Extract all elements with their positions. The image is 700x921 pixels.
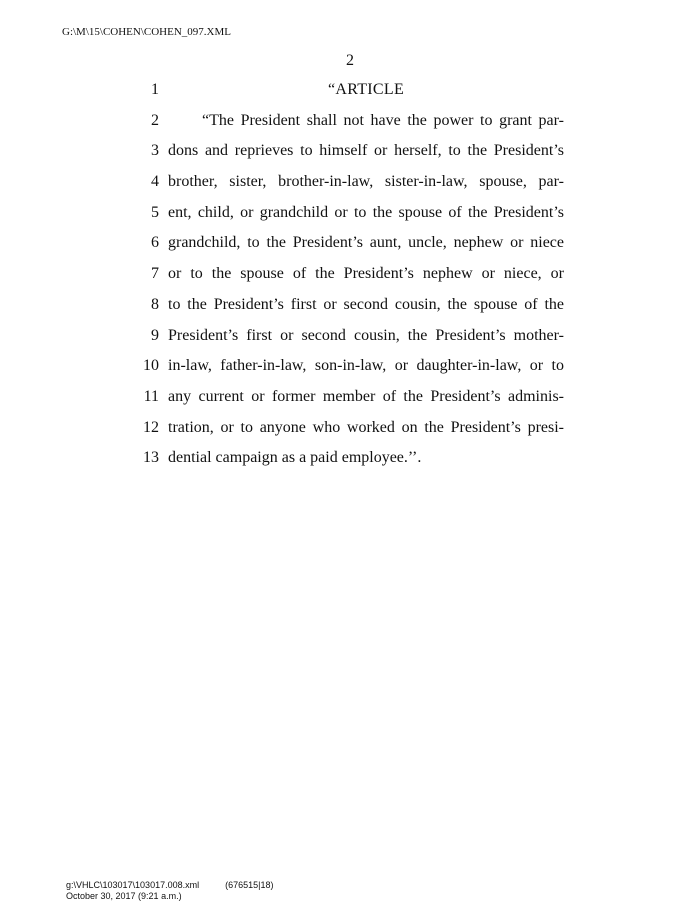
line-text: “The President shall not have the power to grant par- [202,111,564,129]
line-number: 4 [151,173,159,191]
footer-code: (676515|18) [225,880,274,890]
bill-line [0,232,700,263]
line-number: 9 [151,326,159,344]
line-number: 3 [151,142,159,160]
footer-row [66,880,273,891]
bill-line [0,263,700,294]
line-number: 11 [143,387,159,405]
line-text: brother, sister, brother-in-law, sister-in-law, spouse, par- [168,173,564,191]
line-number: 7 [151,265,159,283]
line-number: 8 [151,295,159,313]
line-text: in-law, father-in-law, son-in-law, or daughter-in-law, or to [168,357,564,375]
line-text: to the President’s first or second cousin, the spouse of the [168,295,564,313]
line-text: or to the spouse of the President’s nephew or niece, or [168,265,564,283]
line-text: ent, child, or grandchild or to the spouse of the President’s [168,203,564,221]
bill-line [0,386,700,417]
bill-line [0,171,700,202]
line-text: dons and reprieves to himself or herself, to the President’s [168,142,564,160]
line-text: dential campaign as a paid employee.’’. [168,449,422,467]
bill-text [0,79,700,478]
bill-line [0,417,700,448]
line-number: 10 [143,357,159,375]
article-heading: “ARTICLE [327,81,405,98]
page-number: 2 [346,52,354,69]
document-footer [66,880,273,902]
line-text: President’s first or second cousin, the President’s mother- [168,326,564,344]
footer-file-path: g:\VHLC\103017\103017.008.xml [66,880,200,890]
line-number: 12 [143,418,159,436]
line-text: tration, or to anyone who worked on the President’s presi- [168,418,564,436]
document-file-path: G:\M\15\COHEN\COHEN_097.XML [62,26,231,38]
bill-line [0,447,700,478]
bill-line [0,79,700,110]
line-number: 5 [151,203,159,221]
line-number: 2 [151,111,159,129]
bill-line [0,294,700,325]
bill-line [0,325,700,356]
line-text: any current or former member of the President’s adminis- [168,387,564,405]
bill-line [0,140,700,171]
footer-timestamp: October 30, 2017 (9:21 a.m.) [66,891,182,901]
line-number: 6 [151,234,159,252]
bill-line [0,355,700,386]
line-number: 1 [151,81,159,98]
bill-line [0,202,700,233]
line-number: 13 [143,449,159,467]
bill-line [0,110,700,141]
line-text: grandchild, to the President’s aunt, uncle, nephew or niece [168,234,564,252]
